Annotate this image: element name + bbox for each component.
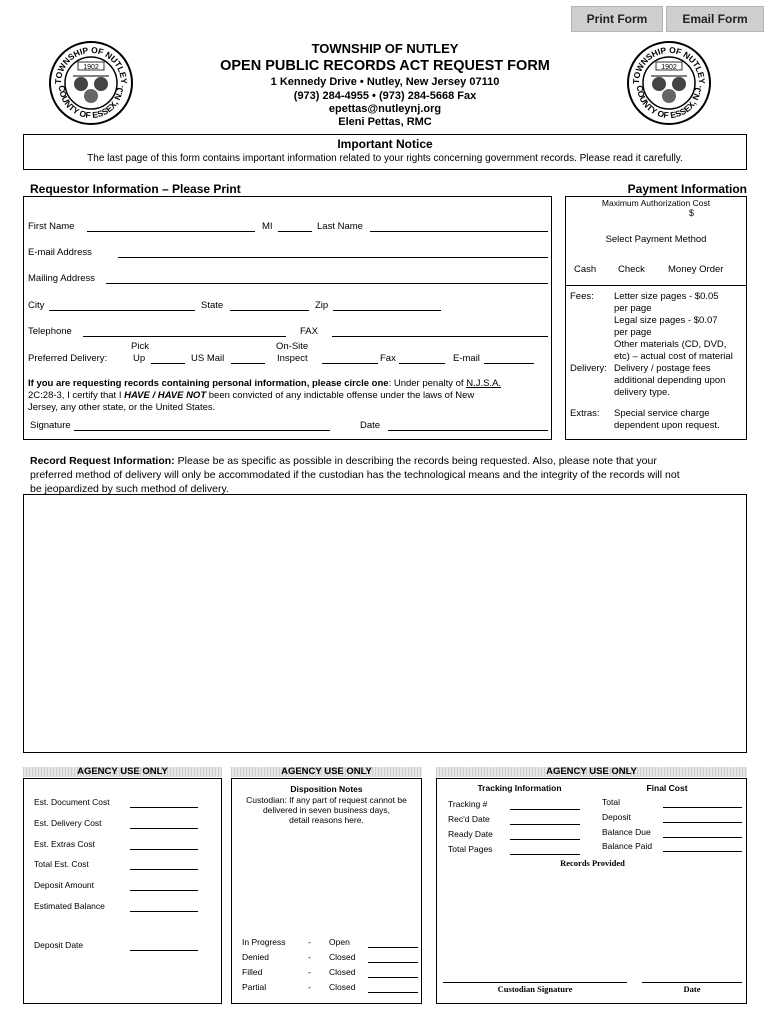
first-name-label: First Name <box>28 221 75 232</box>
disposition-title: Disposition Notes <box>290 784 363 794</box>
est-document-cost-field[interactable] <box>130 807 198 808</box>
mi-label: MI <box>262 221 273 232</box>
date-field[interactable] <box>388 430 548 431</box>
up-label: Up <box>133 353 146 364</box>
extras-label: Extras: <box>570 408 600 419</box>
inspect-field[interactable] <box>322 363 378 364</box>
us-mail-field[interactable] <box>231 363 265 364</box>
certification-b: 2C:28-3, I certify that I <box>28 390 125 401</box>
denied-field[interactable] <box>368 962 418 963</box>
fax-label: FAX <box>300 326 318 337</box>
clerk-email: epettas@nutleynj.org <box>328 103 442 115</box>
certification-instruction: If you are requesting records containing personal information, please circle one <box>28 378 389 389</box>
state-field[interactable] <box>230 310 309 311</box>
print-form-button[interactable]: Print Form <box>571 6 663 32</box>
estimated-balance-field[interactable] <box>130 911 198 912</box>
check-option[interactable]: Check <box>618 264 645 275</box>
agency-use-heading-middle: AGENCY USE ONLY <box>231 767 422 777</box>
township-title: TOWNSHIP OF NUTLEY <box>311 41 459 56</box>
disposition-box: Disposition Notes Custodian: If any part of request cannot be delivered in seven business days, detail reasons here. In Progress - Open Denied - Closed Filled - Closed Partial - Closed <box>231 778 422 1004</box>
email-option-field[interactable] <box>484 363 534 364</box>
payment-box <box>565 196 747 440</box>
partial-field[interactable] <box>368 992 418 993</box>
zip-field[interactable] <box>333 310 441 311</box>
inspect-label: Inspect <box>277 353 308 364</box>
option-separator: / <box>149 390 158 401</box>
est-extras-cost-field[interactable] <box>130 849 198 850</box>
address: 1 Kennedy Drive • Nutley, New Jersey 07110 <box>270 76 500 88</box>
us-mail-label: US Mail <box>191 353 225 364</box>
cash-option[interactable]: Cash <box>574 264 597 275</box>
pick-label: Pick <box>131 341 149 352</box>
records-provided-label: Records Provided <box>560 858 625 868</box>
agency-use-heading-left: AGENCY USE ONLY <box>23 767 222 777</box>
payment-heading: Payment Information <box>627 182 747 196</box>
record-request-textarea[interactable] <box>23 494 747 753</box>
mi-field[interactable] <box>278 231 312 232</box>
on-site-label: On-Site <box>276 341 309 352</box>
seal-year: 1902 <box>661 64 677 71</box>
deposit-amount-field[interactable] <box>130 890 198 891</box>
received-date-field[interactable] <box>510 824 580 825</box>
seal-top-text: TOWNSHIP OF NUTLEY <box>52 44 130 85</box>
delivery-fee-label: Delivery: <box>570 363 607 374</box>
tracking-title: Tracking Information <box>477 783 562 793</box>
in-progress-field[interactable] <box>368 947 418 948</box>
phone-fax: (973) 284-4955 • (973) 284-5668 Fax <box>293 90 477 102</box>
filled-field[interactable] <box>368 977 418 978</box>
email-label: E-mail Address <box>28 247 92 258</box>
deposit-date-field[interactable] <box>130 950 198 951</box>
mailing-address-label: Mailing Address <box>28 273 96 284</box>
fax-option-label: Fax <box>380 353 396 364</box>
fees-list: Letter size pages - $0.05 per page Legal size pages - $0.07 per page Other materials (CD, DVD, etc) – actual cost of material <box>614 291 733 362</box>
mailing-address-field[interactable] <box>106 283 548 284</box>
state-label: State <box>201 300 224 311</box>
city-label: City <box>28 300 45 311</box>
city-field[interactable] <box>49 310 195 311</box>
total-pages-field[interactable] <box>510 854 580 855</box>
certification-text <box>28 378 548 414</box>
custodian-signature-label: Custodian Signature <box>497 984 573 994</box>
tracking-box: Tracking Information Final Cost Tracking # Rec'd Date Ready Date Total Pages Total Deposit Balance Due Balance Paid Records Provided Custodian Signature Date <box>436 778 747 1004</box>
telephone-label: Telephone <box>28 326 72 337</box>
fax-option-field[interactable] <box>399 363 445 364</box>
balance-due-field[interactable] <box>663 837 742 838</box>
fax-field[interactable] <box>332 336 548 337</box>
certification-a: : Under penalty of <box>388 378 467 389</box>
total-est-cost-field[interactable] <box>130 869 198 870</box>
email-form-button[interactable]: Email Form <box>666 6 764 32</box>
record-request-instructions: Record Request Information: Please be as specific as possible in describing the records being requested. Also, please note that your preferred method of delivery will only be accommodated if the custodian has the technological means and the integrity of the records will not be jeopardized by such method of delivery. <box>30 455 680 495</box>
record-request-label: Record Request Information: <box>30 455 175 467</box>
custodian-date-label: Date <box>683 984 701 994</box>
custodian-date-field[interactable] <box>642 982 742 983</box>
custodian-signature-field[interactable] <box>443 982 627 983</box>
have-option[interactable]: HAVE <box>124 390 150 401</box>
money-order-option[interactable]: Money Order <box>668 264 724 275</box>
delivery-fee-list: Delivery / postage fees additional depending upon delivery type. <box>614 363 726 398</box>
zip-label: Zip <box>315 300 329 311</box>
balance-paid-field[interactable] <box>663 851 742 852</box>
ready-date-field[interactable] <box>510 839 580 840</box>
pickup-field[interactable] <box>151 363 185 364</box>
max-authorization-label: Maximum Authorization Cost <box>601 198 711 208</box>
requestor-heading: Requestor Information – Please Print <box>30 182 241 196</box>
seal-bottom-text: COUNTY OF ESSEX, N.J. <box>56 84 126 121</box>
agency-use-heading-right: AGENCY USE ONLY <box>436 767 747 777</box>
final-cost-title: Final Cost <box>646 783 688 793</box>
clerk-name: Eleni Pettas, RMC <box>338 116 432 128</box>
have-not-option[interactable]: HAVE NOT <box>157 390 207 401</box>
agency-cost-box: Est. Document Cost Est. Delivery Cost Est. Extras Cost Total Est. Cost Deposit Amount Estimated Balance Deposit Date <box>23 778 222 1004</box>
notice-text: The last page of this form contains important information related to your rights concerning government records. Please read it carefully. <box>87 153 683 164</box>
est-delivery-cost-field[interactable] <box>130 828 198 829</box>
last-name-field[interactable] <box>370 231 548 232</box>
seal-bottom-text: COUNTY OF ESSEX, N.J. <box>634 84 704 121</box>
certification-d: Jersey, any other state, or the United States. <box>28 402 216 413</box>
telephone-field[interactable] <box>83 336 286 337</box>
certification-c: been convicted of any indictable offense under the laws of New <box>206 390 475 401</box>
seal-year: 1902 <box>83 64 99 71</box>
signature-field[interactable] <box>74 430 330 431</box>
tracking-number-field[interactable] <box>510 809 580 810</box>
preferred-delivery-label: Preferred Delivery: <box>28 353 108 364</box>
email-field[interactable] <box>118 257 548 258</box>
deposit-field[interactable] <box>663 822 742 823</box>
form-title: OPEN PUBLIC RECORDS ACT REQUEST FORM <box>220 58 550 74</box>
last-name-label: Last Name <box>317 221 363 232</box>
date-label: Date <box>360 420 381 431</box>
important-notice-box <box>23 134 747 170</box>
select-payment-label: Select Payment Method <box>605 234 707 245</box>
signature-label: Signature <box>30 420 71 431</box>
total-cost-field[interactable] <box>663 807 742 808</box>
seal-top-text: TOWNSHIP OF NUTLEY <box>630 44 708 85</box>
email-option-label: E-mail <box>453 353 480 364</box>
fees-label: Fees: <box>570 291 594 302</box>
njsa-reference: N.J.S.A. <box>466 378 502 389</box>
records-provided-area[interactable] <box>443 871 740 979</box>
notice-title: Important Notice <box>337 137 433 151</box>
extras-list: Special service charge dependent upon request. <box>614 408 720 431</box>
first-name-field[interactable] <box>87 231 255 232</box>
max-authorization-value[interactable]: $ <box>688 208 694 218</box>
disposition-text: Custodian: If any part of request cannot be delivered in seven business days, detail reasons here. <box>246 795 407 825</box>
